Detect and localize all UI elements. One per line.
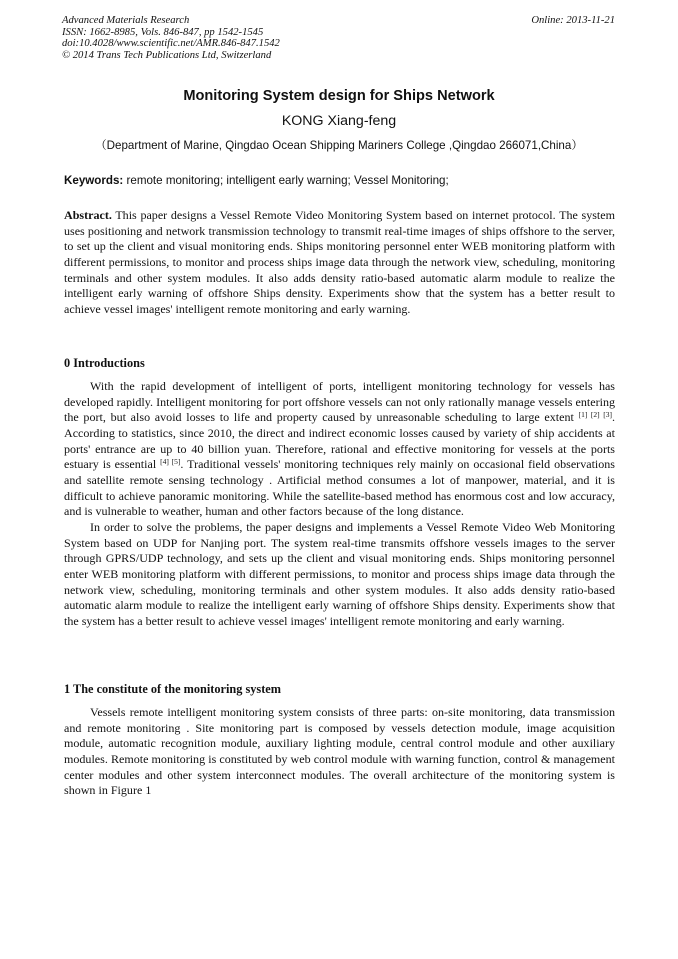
keywords-line <box>64 174 449 187</box>
paper-author: KONG Xiang-feng <box>281 113 397 129</box>
section-heading-constitute: 1 The constitute of the monitoring system <box>64 682 282 696</box>
keywords-label: Keywords: <box>64 174 124 187</box>
issn-line: ISSN: 1662-8985, Vols. 846-847, pp 1542-1545 <box>62 26 264 38</box>
citation-1-2-3: [1] [2] [3] <box>578 410 612 420</box>
journal-name: Advanced Materials Research <box>62 15 190 26</box>
intro-p1-part-a: With the rapid development of intelligent of ports, intelligent monitoring technology for vessels has developed rapidly. Intelligent monitoring for port offshore vessels can not only rationally manage vessels entering the port, but also avoid losses to life and property caused by unreasonable scheduling to large extent <box>64 379 615 425</box>
intro-paragraph-1 <box>64 379 615 520</box>
section-heading-introductions: 0 Introductions <box>64 356 145 370</box>
journal-meta <box>62 15 280 61</box>
abstract <box>64 208 615 318</box>
citation-4-5: [4] [5] <box>160 457 181 467</box>
abstract-label: Abstract. <box>64 208 112 222</box>
doi-line: doi:10.4028/www.scientific.net/AMR.846-847.1542 <box>62 38 280 50</box>
introduction-body <box>64 379 615 630</box>
constitute-body <box>64 705 615 799</box>
online-date: Online: 2013-11-21 <box>531 15 615 26</box>
intro-paragraph-2: In order to solve the problems, the paper designs and implements a Vessel Remote Video Web Monitoring System based on UDP for Nanjing port. The system real-time transmits offshore vessels images to the server through GPRS/UDP technology, and sets up the client and visual monitoring ends. Ships monitoring personnel enter WEB monitoring platform with different permissions, to monitor and process ships image data through the network view, scheduling, monitoring terminals and other system modules. It also adds density ratio-based automatic alarm module to realize the intelligent early warning of offshore Ships density. Experiments show that the system has a better result to achieve vessel images' intelligent remote monitoring and early warning. <box>64 519 615 628</box>
keywords-text: remote monitoring; intelligent early warning; Vessel Monitoring; <box>126 174 449 187</box>
paper-title: Monitoring System design for Ships Network <box>183 88 495 104</box>
intro-p1-part-b: . According to statistics, since 2010, the direct and indirect economic losses caused by variety of ship accidents at ports' entrance are up to 40 billion yuan. Therefore, rational and effective monitoring for vessels at the ports estuary is essential <box>64 410 616 472</box>
constitute-paragraph-1: Vessels remote intelligent monitoring system consists of three parts: on-site monitoring, data transmission and remote monitoring . Site monitoring part is composed by vessels detection module, image acquisition module, automatic recognition module, auxiliary lighting module, central control module and other auxiliary modules. Remote monitoring is constituted by web control module with warning function, control & management center modules and other system interconnect modules. The overall architecture of the monitoring system is shown in Figure 1 <box>64 705 615 798</box>
copyright-line: © 2014 Trans Tech Publications Ltd, Switzerland <box>62 49 272 61</box>
author-affiliation: （Department of Marine, Qingdao Ocean Shipping Mariners College ,Qingdao 266071,China） <box>95 139 583 152</box>
intro-p1-part-c: . Traditional vessels' monitoring techniques rely mainly on occasional field observations and satellite remote sensing technology . Artificial method consumes a lot of manpower, material, and it is difficult to achieve panoramic monitoring. While the satellite-based method has enormous cost and low accuracy, and is vulnerable to weather, human and other factors because of the long distance. <box>64 457 615 519</box>
abstract-text: This paper designs a Vessel Remote Video Monitoring System based on internet protocol. The system uses positioning and network transmission technology to transmit real-time images of ships offshore to the server, to set up the client and visual monitoring ends. Ships monitoring personnel enter WEB monitoring platform with different permissions, to monitor and process ships image data through the network view, scheduling, monitoring terminals and other system modules. It also adds density ratio-based automatic alarm module to realize the intelligent early warning of offshore Ships density. Experiments show that the system has a better result to achieve vessel images' intelligent remote monitoring and early warning. <box>64 208 615 316</box>
